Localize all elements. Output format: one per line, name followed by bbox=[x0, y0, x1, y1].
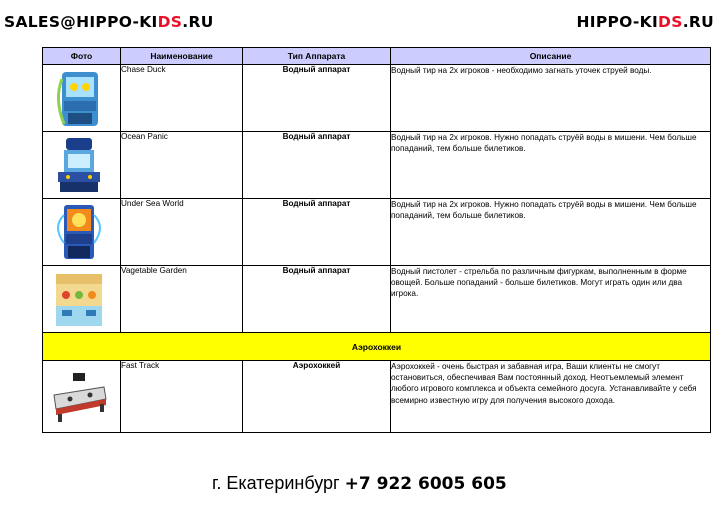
section-title: Аэрохоккеи bbox=[43, 333, 711, 361]
site-part-2: DS bbox=[658, 13, 683, 31]
site-part-1: HIPPO-KI bbox=[576, 13, 659, 31]
site-part-3: .RU bbox=[682, 13, 714, 31]
water-game-machine-icon bbox=[48, 203, 110, 261]
email-part-1: SALES@HIPPO-KI bbox=[4, 13, 158, 31]
section-row bbox=[43, 333, 711, 361]
machine-type: Водный аппарат bbox=[243, 132, 391, 199]
col-header-type: Тип Аппарата bbox=[243, 48, 391, 65]
site-url[interactable] bbox=[577, 13, 715, 31]
water-game-machine-icon bbox=[48, 136, 110, 194]
table-row bbox=[43, 65, 711, 132]
water-pistol-machine-icon bbox=[48, 270, 110, 328]
table-row bbox=[43, 266, 711, 333]
product-photo bbox=[43, 132, 121, 199]
product-description: Водный тир на 2х игроков - необходимо загнать уточек струей воды. bbox=[391, 65, 711, 132]
table-row bbox=[43, 361, 711, 433]
table-header-row bbox=[43, 48, 711, 65]
machine-type: Водный аппарат bbox=[243, 266, 391, 333]
footer-city: г. Екатеринбург bbox=[212, 473, 340, 493]
email-part-2: DS bbox=[157, 13, 183, 31]
sales-email[interactable] bbox=[4, 13, 214, 31]
air-hockey-table-icon bbox=[48, 365, 110, 423]
product-name: Ocean Panic bbox=[121, 132, 243, 199]
table-row bbox=[43, 199, 711, 266]
product-description: Аэрохоккей - очень быстрая и забавная игра, Ваши клиенты не смогут остановиться, обеспечивая Вам постоянный доход. Неотъемлемый элемент любого игрового комплекса и объекта семейного досуга. Устанавливайте у себя всемирно известную игру для получения высокого дохода. bbox=[391, 361, 711, 433]
col-header-photo: Фото bbox=[43, 48, 121, 65]
product-name: Vagetable Garden bbox=[121, 266, 243, 333]
machine-type: Водный аппарат bbox=[243, 65, 391, 132]
product-photo bbox=[43, 361, 121, 433]
product-description: Водный тир на 2х игроков. Нужно попадать струёй воды в мишени. Чем больше попаданий, тем больше билетиков. bbox=[391, 132, 711, 199]
col-header-description: Описание bbox=[391, 48, 711, 65]
email-part-3: .RU bbox=[182, 13, 214, 31]
machine-type: Аэрохоккей bbox=[243, 361, 391, 433]
product-name: Fast Track bbox=[121, 361, 243, 433]
product-table bbox=[42, 47, 711, 433]
footer-contact bbox=[212, 473, 507, 494]
machine-type: Водный аппарат bbox=[243, 199, 391, 266]
product-name: Under Sea World bbox=[121, 199, 243, 266]
col-header-name: Наименование bbox=[121, 48, 243, 65]
product-name: Chase Duck bbox=[121, 65, 243, 132]
water-game-machine-icon bbox=[48, 69, 110, 127]
product-photo bbox=[43, 266, 121, 333]
product-photo bbox=[43, 199, 121, 266]
table-row bbox=[43, 132, 711, 199]
product-description: Водный тир на 2х игроков. Нужно попадать струёй воды в мишени. Чем больше попаданий, тем больше билетиков. bbox=[391, 199, 711, 266]
footer-phone[interactable]: +7 922 6005 605 bbox=[344, 474, 507, 494]
product-description: Водный пистолет - стрельба по различным фигуркам, выполненным в форме овощей. Больше попаданий - больше билетиков. Могут играть один или два игрока. bbox=[391, 266, 711, 333]
product-photo bbox=[43, 65, 121, 132]
